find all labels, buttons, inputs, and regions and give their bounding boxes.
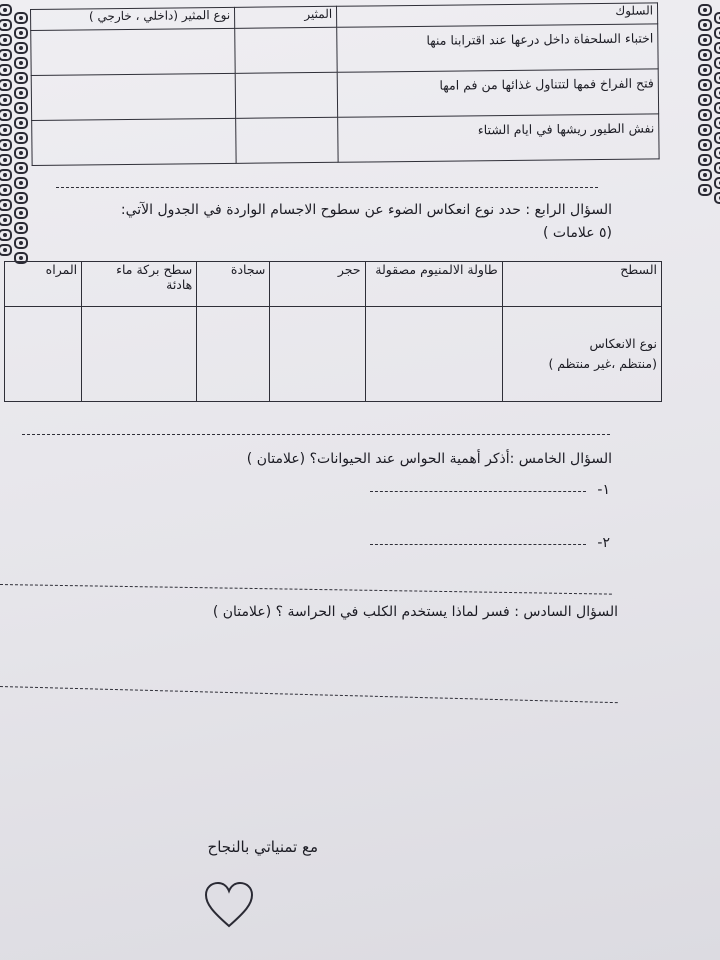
answer-cell[interactable] <box>31 28 236 75</box>
ornament-icon <box>0 169 12 181</box>
ornament-icon <box>14 87 28 99</box>
answer-cell[interactable] <box>235 27 337 73</box>
ornament-icon <box>698 94 712 106</box>
ornament-icon <box>14 147 28 159</box>
separator-line <box>22 434 610 435</box>
answer-cell[interactable] <box>197 307 270 402</box>
ornament-icon <box>0 124 12 136</box>
ornament-icon <box>714 132 720 144</box>
answer-cell[interactable] <box>31 73 236 120</box>
table-row <box>5 307 662 402</box>
answer-cell[interactable] <box>270 307 365 402</box>
ornament-icon <box>14 132 28 144</box>
ornament-icon <box>698 109 712 121</box>
ornament-icon <box>14 192 28 204</box>
ornament-icon <box>0 34 12 46</box>
ornament-icon <box>698 139 712 151</box>
answer-cell[interactable] <box>365 307 502 402</box>
answer-cell[interactable] <box>235 72 337 118</box>
ornament-icon <box>14 207 28 219</box>
answer-number-2: ٢- <box>597 535 610 551</box>
separator-line <box>56 187 598 188</box>
ornament-icon <box>698 34 712 46</box>
ornament-icon <box>14 162 28 174</box>
header-stimulus: المثير <box>235 6 337 28</box>
ornament-icon <box>0 214 12 226</box>
answer-line-1[interactable] <box>370 491 586 492</box>
ornament-icon <box>14 177 28 189</box>
ornament-icon <box>14 237 28 249</box>
answer-cell[interactable] <box>5 307 82 402</box>
ornament-icon <box>0 184 12 196</box>
question-4-title: السؤال الرابع : حدد نوع انعكاس الضوء عن سطوح الاجسام الواردة في الجدول الآتي: <box>120 202 612 218</box>
header-stone: حجر <box>270 262 365 307</box>
answer-line-2[interactable] <box>370 544 586 545</box>
ornament-icon <box>714 12 720 24</box>
ornament-icon <box>714 147 720 159</box>
ornament-icon <box>14 222 28 234</box>
separator-line <box>0 686 618 703</box>
ornament-icon <box>698 124 712 136</box>
header-stimulus-type: نوع المثير (داخلي ، خارجي ) <box>31 7 235 30</box>
row-label-reflection-type <box>502 307 661 402</box>
ornament-icon <box>0 49 12 61</box>
ornament-icon <box>0 154 12 166</box>
heart-icon <box>203 880 255 930</box>
ornament-icon <box>714 177 720 189</box>
ornament-icon <box>714 117 720 129</box>
left-ornamental-border <box>0 0 28 260</box>
answer-cell[interactable] <box>82 307 197 402</box>
ornament-icon <box>714 162 720 174</box>
behavior-cell: اختباء السلحفاة داخل درعها عند اقترابنا منها <box>337 24 658 72</box>
ornament-icon <box>714 87 720 99</box>
behavior-stimulus-table <box>30 2 660 166</box>
closing-wish: مع تمنياتي بالنجاح <box>207 838 318 856</box>
ornament-icon <box>0 94 12 106</box>
ornament-icon <box>698 154 712 166</box>
row-label-line: نوع الانعكاس <box>589 336 657 351</box>
question-6-title: السؤال السادس : فسر لماذا يستخدم الكلب في الحراسة ؟ (علامتان ) <box>212 604 618 620</box>
ornament-icon <box>0 244 12 256</box>
ornament-icon <box>0 109 12 121</box>
table-row <box>31 24 658 76</box>
ornament-icon <box>698 19 712 31</box>
behavior-cell: فتح الفراخ فمها لتتناول غذائها من فم امها <box>337 69 658 117</box>
table-row <box>31 69 658 121</box>
ornament-icon <box>714 102 720 114</box>
reflection-type-table <box>4 261 662 402</box>
ornament-icon <box>698 169 712 181</box>
ornament-icon <box>0 79 12 91</box>
ornament-icon <box>14 102 28 114</box>
behavior-cell: نفش الطيور ريشها في ايام الشتاء <box>338 114 659 162</box>
table-row <box>32 114 659 166</box>
ornament-icon <box>698 79 712 91</box>
answer-cell[interactable] <box>236 117 338 163</box>
answer-cell[interactable] <box>32 118 237 165</box>
ornament-icon <box>698 4 712 16</box>
ornament-icon <box>714 192 720 204</box>
right-ornamental-border <box>694 0 720 200</box>
ornament-icon <box>14 117 28 129</box>
ornament-icon <box>0 19 12 31</box>
ornament-icon <box>14 42 28 54</box>
question-5-title: السؤال الخامس :أذكر أهمية الحواس عند الحيوانات؟ (علامتان ) <box>246 451 612 467</box>
ornament-icon <box>0 229 12 241</box>
ornament-icon <box>698 64 712 76</box>
header-aluminum-table: طاولة الالمنيوم مصقولة <box>365 262 502 307</box>
ornament-icon <box>698 49 712 61</box>
ornament-icon <box>14 72 28 84</box>
header-behavior: السلوك <box>337 3 658 27</box>
question-4-marks: (٥ علامات ) <box>542 225 612 241</box>
row-label-options: (منتظم ،غير منتظم ) <box>548 356 657 371</box>
ornament-icon <box>0 199 12 211</box>
header-pond-surface: سطح بركة ماء هادئة <box>82 262 197 307</box>
header-surface: السطح <box>502 262 661 307</box>
ornament-icon <box>0 64 12 76</box>
ornament-icon <box>698 184 712 196</box>
ornament-icon <box>714 72 720 84</box>
header-mirror: المراه <box>5 262 82 307</box>
ornament-icon <box>714 27 720 39</box>
ornament-icon <box>714 57 720 69</box>
ornament-icon <box>0 4 12 16</box>
header-carpet: سجادة <box>197 262 270 307</box>
separator-line <box>0 584 612 595</box>
ornament-icon <box>14 12 28 24</box>
ornament-icon <box>14 57 28 69</box>
ornament-icon <box>14 27 28 39</box>
ornament-icon <box>0 139 12 151</box>
ornament-icon <box>714 42 720 54</box>
answer-number-1: ١- <box>597 482 610 498</box>
